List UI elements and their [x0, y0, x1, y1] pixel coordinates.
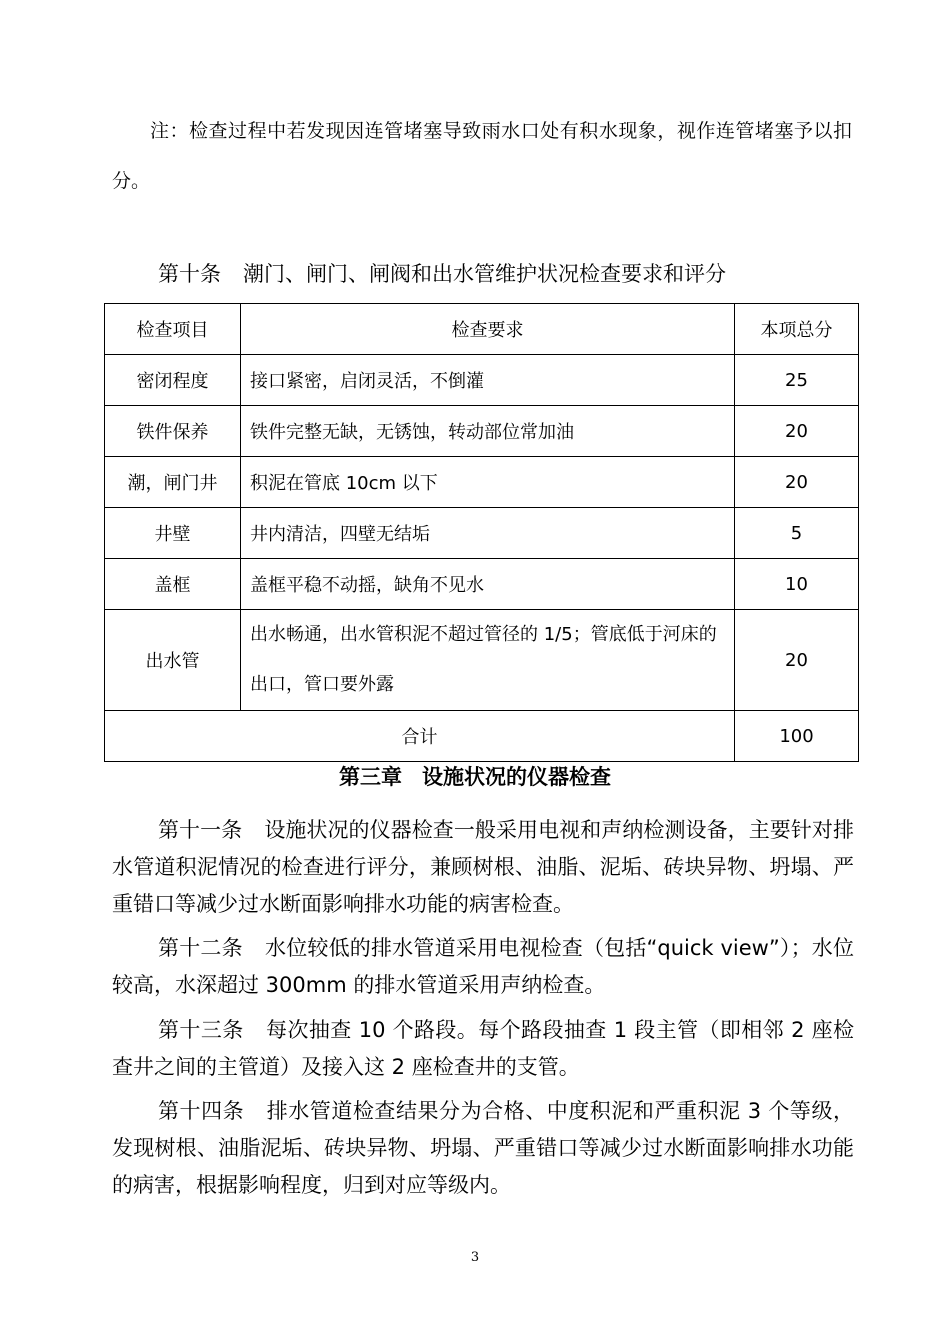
cell-requirement: 盖框平稳不动摇，缺角不见水: [241, 559, 735, 610]
article-text: 设施状况的仪器检查一般采用电视和声纳检测设备，主要针对排水管道积泥情况的检查进行评分，兼顾树根、油脂、泥垢、砖块异物、坍塌、严重错口等减少过水断面影响排水功能的病害检查。: [112, 818, 854, 916]
table-row: [105, 559, 859, 610]
cell-requirement: 出水畅通，出水管积泥不超过管径的 1/5；管底低于河床的出口，管口要外露: [241, 610, 735, 711]
article-13-paragraph: [112, 1012, 854, 1086]
chapter-heading: [0, 760, 950, 794]
cell-score: 5: [735, 508, 859, 559]
article-10-title: 潮门、闸门、闸阀和出水管维护状况检查要求和评分: [243, 262, 726, 286]
cell-requirement: 积泥在管底 10cm 以下: [241, 457, 735, 508]
page-number: 3: [470, 1250, 480, 1265]
total-label: 合计: [105, 711, 735, 762]
table-row: [105, 355, 859, 406]
cell-score: 20: [735, 406, 859, 457]
cell-score: 20: [735, 610, 859, 711]
chapter-label: 第三章: [339, 765, 402, 789]
note-paragraph: 注：检查过程中若发现因连管堵塞导致雨水口处有积水现象，视作连管堵塞予以扣分。: [112, 120, 852, 192]
article-14-paragraph: [112, 1093, 854, 1204]
article-label: 第十三条: [158, 1018, 244, 1042]
cell-item: 盖框: [105, 559, 241, 610]
article-text: 排水管道检查结果分为合格、中度积泥和严重积泥 3 个等级，发现树根、油脂泥垢、砖块异物、坍塌、严重错口等减少过水断面影响排水功能的病害，根据影响程度，归到对应等级内。: [112, 1099, 855, 1197]
cell-requirement: 接口紧密，启闭灵活，不倒灌: [241, 355, 735, 406]
article-10-label: 第十条: [158, 262, 221, 286]
article-text: 水位较低的排水管道采用电视检查（包括“quick view”）；水位较高，水深超过 300mm 的排水管道采用声纳检查。: [112, 936, 854, 997]
article-11-paragraph: [112, 812, 854, 923]
article-label: 第十二条: [158, 936, 243, 960]
cell-requirement: 井内清洁，四壁无结垢: [241, 508, 735, 559]
article-10-heading: [158, 258, 726, 290]
article-12-paragraph: [112, 930, 854, 1004]
table-total-row: [105, 711, 859, 762]
cell-requirement: 铁件完整无缺，无锈蚀，转动部位常加油: [241, 406, 735, 457]
cell-item: 出水管: [105, 610, 241, 711]
article-text: 每次抽查 10 个路段。每个路段抽查 1 段主管（即相邻 2 座检查井之间的主管道）及接入这 2 座检查井的支管。: [112, 1018, 854, 1079]
column-header-requirement: 检查要求: [241, 304, 735, 355]
cell-item: 井壁: [105, 508, 241, 559]
cell-item: 潮，闸门井: [105, 457, 241, 508]
table-row: [105, 508, 859, 559]
column-header-score: 本项总分: [735, 304, 859, 355]
chapter-title: 设施状况的仪器检查: [422, 765, 611, 789]
article-label: 第十一条: [158, 818, 243, 842]
table-row: [105, 457, 859, 508]
cell-score: 10: [735, 559, 859, 610]
inspection-score-table: [104, 303, 859, 762]
cell-score: 25: [735, 355, 859, 406]
table-row: [105, 406, 859, 457]
article-label: 第十四条: [158, 1099, 245, 1123]
total-score: 100: [735, 711, 859, 762]
table-header-row: [105, 304, 859, 355]
column-header-item: 检查项目: [105, 304, 241, 355]
cell-item: 铁件保养: [105, 406, 241, 457]
cell-item: 密闭程度: [105, 355, 241, 406]
cell-score: 20: [735, 457, 859, 508]
table-row: [105, 610, 859, 711]
